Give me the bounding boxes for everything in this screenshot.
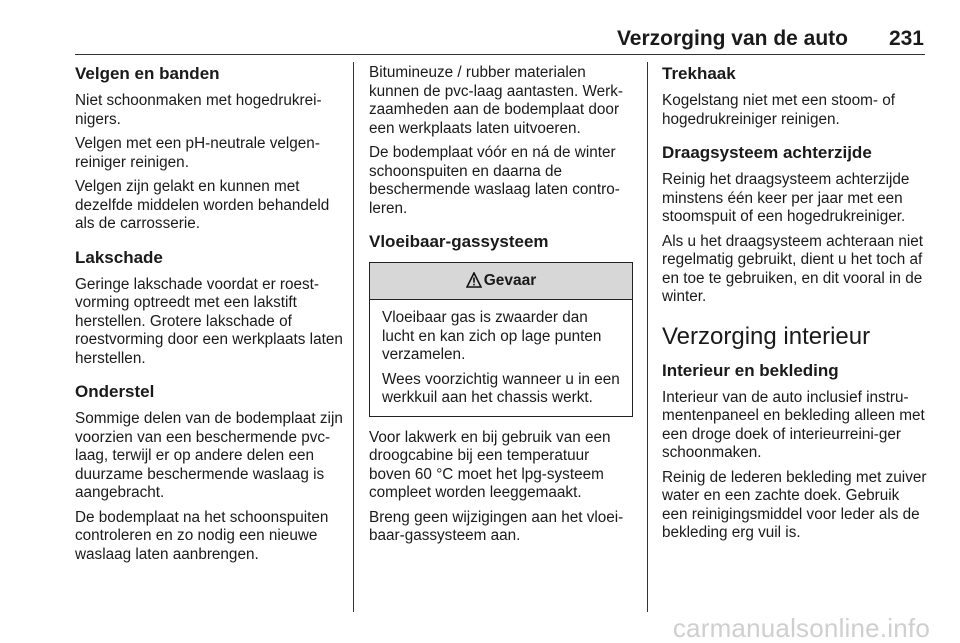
warning-title: Gevaar xyxy=(483,272,537,289)
paragraph: Kogelstang niet met een stoom- of hogedrukreiniger reinigen. xyxy=(662,92,895,128)
paragraph: De bodemplaat vóór en ná de winter schoonspuiten en daarna de beschermende waslaag laten contro-leren. xyxy=(369,144,620,217)
heading-velgen-en-banden: Velgen en banden xyxy=(75,64,220,83)
warning-body xyxy=(370,300,632,416)
paragraph: Bitumineuze / rubber materialen kunnen de pvc-laag aantasten. Werk-zaamheden aan de bodemplaat door een werkplaats laten uitvoeren. xyxy=(369,64,623,137)
column-1 xyxy=(75,64,345,570)
column-2 xyxy=(369,64,633,552)
heading-interieur-en-bekleding: Interieur en bekleding xyxy=(662,360,839,380)
paragraph: Sommige delen van de bodemplaat zijn voorzien van een beschermende pvc-laag, terwijl er op andere delen een duurzame beschermende waslaag is aangebracht. xyxy=(75,410,343,501)
column-divider-1 xyxy=(353,62,354,612)
warning-paragraph: Wees voorzichtig wanneer u in een werkkuil aan het chassis werkt. xyxy=(382,370,620,406)
paragraph: Breng geen wijzigingen aan het vloei-baar-gassysteem aan. xyxy=(369,508,624,544)
paragraph: Velgen zijn gelakt en kunnen met dezelfde middelen worden behandeld als de carrosserie. xyxy=(75,178,330,232)
warning-triangle-icon xyxy=(466,272,484,289)
danger-warning-box xyxy=(369,262,633,417)
paragraph: Voor lakwerk en bij gebruik van een droogcabine bij een temperatuur boven 60 °C moet het lpg-systeem compleet worden leeggemaakt. xyxy=(369,428,611,501)
warning-header xyxy=(370,263,632,300)
paragraph: Reinig het draagsysteem achterzijde minstens één keer per jaar met een stoomspuit of een hogedrukreiniger. xyxy=(662,171,910,225)
heading-trekhaak: Trekhaak xyxy=(662,64,736,83)
column-divider-2 xyxy=(647,62,648,612)
paragraph: Interieur van de auto inclusief instru-mentenpaneel en bekleding alleen met een droge doek of interieurreini-ger schoonmaken. xyxy=(662,388,925,461)
paragraph: Geringe lakschade voordat er roest-vorming optreedt met een lakstift herstellen. Grotere lakschade of roestvorming door een werkplaats laten herstellen. xyxy=(75,275,343,367)
warning-paragraph: Vloeibaar gas is zwaarder dan lucht en kan zich op lage punten verzamelen. xyxy=(382,309,602,363)
heading-draagsysteem-achterzijde: Draagsysteem achterzijde xyxy=(662,143,872,162)
page-number: 231 xyxy=(888,27,924,50)
watermark: carmanualsonline.info xyxy=(672,613,930,643)
heading-onderstel: Onderstel xyxy=(75,382,155,401)
paragraph: Velgen met een pH-neutrale velgen-reiniger reinigen. xyxy=(75,135,320,171)
column-3 xyxy=(662,64,928,549)
paragraph: Niet schoonmaken met hogedrukrei-nigers. xyxy=(75,92,322,128)
paragraph: De bodemplaat na het schoonspuiten controleren en zo nodig een nieuwe waslaag laten aanbrengen. xyxy=(75,508,329,563)
paragraph: Als u het draagsysteem achteraan niet regelmatig gebruikt, dient u het toch af en toe te gebruiken, en dit vooral in de winter. xyxy=(662,232,924,305)
header-divider xyxy=(75,54,925,55)
paragraph: Reinig de lederen bekleding met zuiver water en een zachte doek. Gebruik een reinigingsmiddel voor leder als de bekleding erg vuil is. xyxy=(662,468,927,541)
heading-verzorging-interieur: Verzorging interieur xyxy=(662,322,871,350)
heading-vloeibaar-gassysteem: Vloeibaar-gassysteem xyxy=(369,232,549,251)
heading-lakschade: Lakschade xyxy=(75,247,163,267)
page-header-title: Verzorging van de auto xyxy=(616,27,848,50)
